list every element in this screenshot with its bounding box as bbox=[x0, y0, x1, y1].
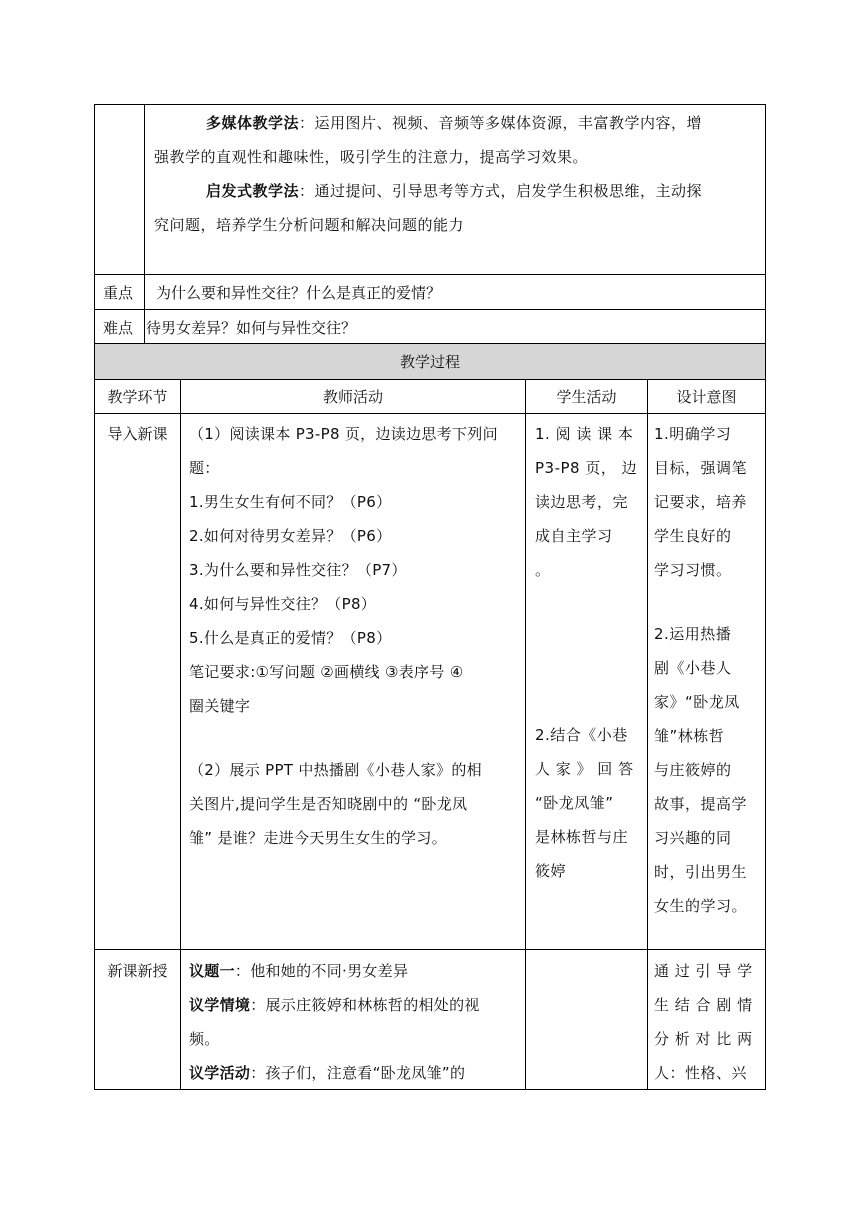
col-divider-3 bbox=[647, 379, 648, 1090]
teacher-line: （1）阅读课本 P3-P8 页，边读边思考下列问 bbox=[189, 425, 498, 443]
topic-text: ：他和她的不同·男女差异 bbox=[234, 962, 409, 980]
row-border bbox=[94, 309, 766, 310]
method-multimedia-line2: 强教学的直观性和趣味性，吸引学生的注意力，提高学习效果。 bbox=[154, 148, 589, 166]
col-divider-1 bbox=[180, 379, 181, 1090]
intent-line: 家》“卧龙凤 bbox=[654, 693, 740, 711]
student-line: 人 家 》 回 答 bbox=[535, 760, 634, 778]
intent-line: 1.明确学习 bbox=[654, 425, 732, 443]
teacher-line: 2.如何对待男女差异？（P6） bbox=[189, 527, 392, 545]
student-line: 成自主学习 bbox=[535, 527, 613, 545]
table-border-top bbox=[94, 104, 766, 105]
teacher-line: 圈关键字 bbox=[189, 697, 251, 715]
teacher-line: 4.如何与异性交往？（P8） bbox=[189, 595, 377, 613]
intent-line: 女生的学习。 bbox=[654, 897, 748, 915]
header-stage: 教学环节 bbox=[107, 388, 168, 406]
intent-line: 故事，提高学 bbox=[654, 795, 748, 813]
student-line: “卧龙凤雏” bbox=[535, 794, 614, 812]
method-heuristic-line1: ：通过提问、引导思考等方式，启发学生积极思维，主动探 bbox=[299, 182, 703, 200]
design-intent-3 bbox=[654, 954, 760, 1090]
teacher-activity-3 bbox=[189, 954, 521, 1090]
header-teacher: 教师活动 bbox=[322, 388, 383, 406]
design-intent-1 bbox=[654, 417, 762, 587]
teacher-line: 1.男生女生有何不同？（P6） bbox=[189, 493, 392, 511]
teacher-line: 雏” 是谁？走进今天男生女生的学习。 bbox=[189, 829, 447, 847]
difficult-point-text: 待男女差异？如何与异性交往？ bbox=[146, 319, 357, 337]
intent-line: 与庄筱婷的 bbox=[654, 761, 732, 779]
label-column-divider bbox=[144, 104, 145, 344]
intent-line: 人：性格、兴 bbox=[654, 1064, 748, 1082]
activity-text: ：孩子们，注意看“卧龙凤雏”的 bbox=[250, 1064, 466, 1082]
stage-new-lesson: 新课新授 bbox=[107, 962, 168, 980]
header-student: 学生活动 bbox=[556, 388, 617, 406]
process-title: 教学过程 bbox=[399, 353, 460, 371]
teacher-line: 5.什么是真正的爱情？（P8） bbox=[189, 629, 392, 647]
stage-intro: 导入新课 bbox=[107, 425, 168, 443]
design-intent-2 bbox=[654, 617, 762, 923]
intent-line: 时，引出男生 bbox=[654, 863, 748, 881]
student-line: 筱婷 bbox=[535, 862, 567, 880]
method-heuristic-line2: 究问题，培养学生分析问题和解决问题的能力 bbox=[154, 216, 465, 234]
table-border-left bbox=[94, 104, 95, 1090]
key-point-text: 为什么要和异性交往？什么是真正的爱情？ bbox=[156, 284, 442, 302]
teacher-activity-1 bbox=[189, 417, 521, 723]
intent-line: 2.运用热播 bbox=[654, 625, 732, 643]
intent-line: 学生良好的 bbox=[654, 527, 732, 545]
intent-line: 记要求，培养 bbox=[654, 493, 748, 511]
intent-line: 分 析 对 比 两 bbox=[654, 1030, 753, 1048]
intent-line: 习兴趣的同 bbox=[654, 829, 732, 847]
student-line: P3-P8 页， 边 bbox=[535, 459, 638, 477]
row-border bbox=[94, 949, 766, 950]
situation-line1: ：展示庄筱婷和林栋哲的相处的视 bbox=[250, 996, 480, 1014]
teacher-line: 笔记要求:①写问题 ②画横线 ③表序号 ④ bbox=[189, 663, 464, 681]
method-heuristic-label: 启发式教学法 bbox=[206, 182, 300, 200]
method-multimedia-line1: ：运用图片、视频、音频等多媒体资源，丰富教学内容，增 bbox=[299, 114, 703, 132]
intent-line: 通 过 引 导 学 bbox=[654, 962, 753, 980]
intent-line: 目标，强调笔 bbox=[654, 459, 748, 477]
teacher-line: （2）展示 PPT 中热播剧《小巷人家》的相 bbox=[189, 761, 482, 779]
student-line: 。 bbox=[535, 561, 551, 579]
student-activity-1 bbox=[535, 417, 643, 587]
situation-line2: 频。 bbox=[189, 1030, 220, 1048]
student-line: 2.结合《小巷 bbox=[535, 726, 628, 744]
intent-line: 雏”林栋哲 bbox=[654, 727, 725, 745]
teacher-activity-2 bbox=[189, 753, 521, 855]
col-divider-2 bbox=[525, 379, 526, 1090]
method-multimedia bbox=[154, 106, 760, 242]
row-border bbox=[94, 413, 766, 414]
difficult-point-label: 难点 bbox=[103, 319, 134, 337]
intent-line: 生 结 合 剧 情 bbox=[654, 996, 753, 1014]
intent-line: 学习习惯。 bbox=[654, 561, 732, 579]
student-line: 是林栋哲与庄 bbox=[535, 828, 629, 846]
method-multimedia-label: 多媒体教学法 bbox=[206, 114, 300, 132]
intent-line: 剧《小巷人 bbox=[654, 659, 732, 677]
student-line: 读边思考，完 bbox=[535, 493, 629, 511]
situation-label: 议学情境 bbox=[189, 996, 251, 1014]
table-border-bottom bbox=[94, 1089, 766, 1090]
topic-label: 议题一 bbox=[189, 962, 235, 980]
key-point-label: 重点 bbox=[103, 284, 134, 302]
table-border-right bbox=[765, 104, 766, 1090]
teacher-line: 题： bbox=[189, 459, 220, 477]
student-activity-2 bbox=[535, 718, 643, 888]
activity-label: 议学活动 bbox=[189, 1064, 251, 1082]
header-intent: 设计意图 bbox=[676, 388, 737, 406]
teacher-line: 关图片,提问学生是否知晓剧中的 “卧龙凤 bbox=[189, 795, 468, 813]
student-line: 1. 阅 读 课 本 bbox=[535, 425, 634, 443]
row-border bbox=[94, 274, 766, 275]
teacher-line: 3.为什么要和异性交往？（P7） bbox=[189, 561, 407, 579]
